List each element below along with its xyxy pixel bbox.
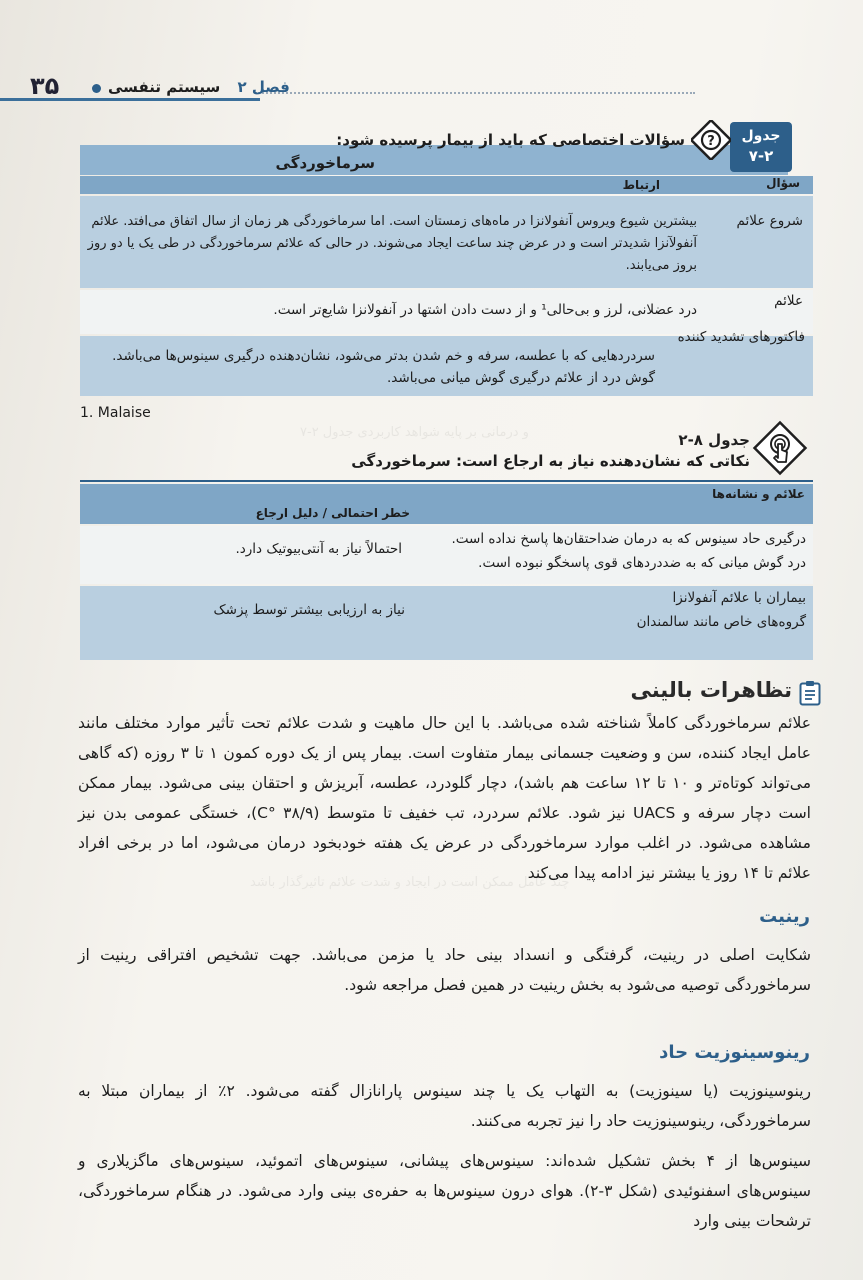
table1-row-3-answer: سردردهایی که با عطسه، سرفه و خم شدن بدتر می‌شود، نشان‌دهنده درگیری سینوس‌ها می‌باشد. گوش درد از علائم درگیری گوش میانی می‌باشد.: [112, 348, 655, 386]
table2-row-2-sign-2: گروه‌های خاص مانند سالمندان: [636, 614, 806, 630]
touch-icon: [752, 420, 808, 476]
rhinitis-text: شکایت اصلی در رینیت، گرفتگی و انسداد بینی حاد یا مزمن می‌باشد. جهت تشخیص افتراقی رینیت از سرماخوردگی توصیه می‌شود به بخش رینیت در همین فصل مراجعه شود.: [78, 946, 811, 994]
running-head: [108, 78, 290, 96]
table2-row-2-risk: نیاز به ارزیابی بیشتر توسط پزشک: [213, 602, 405, 618]
table1-header-band: [80, 176, 813, 194]
table2-col-risk: خطر احتمالی / دلیل ارجاع: [255, 506, 410, 520]
sinusitis-text-2: سینوس‌ها از ۴ بخش تشکیل شده‌اند: سینوس‌های پیشانی، سینوس‌های اتموئید، سینوس‌های ماگزیلاری و سینوس‌های اسفنوئیدی (شکل ۳-۲). هوای درون سینوس‌ها به حفره‌ی بینی وارد می‌شود. در هنگام سرماخوردگی، ترشحات بینی وارد: [78, 1152, 812, 1230]
table1-tag-word: جدول: [741, 128, 781, 144]
table2-col-signs: علائم و نشانه‌ها: [712, 487, 805, 501]
table1-row-2-answer: درد عضلانی، لرز و بی‌حالی¹ و از دست دادن اشتها در آنفولانزا شایع‌تر است.: [273, 302, 697, 318]
table1-row-2-question: علائم: [774, 293, 803, 309]
table1-col-relation: ارتباط: [622, 178, 660, 192]
table1-title-part2: سرماخوردگی: [275, 154, 375, 172]
clinical-title: تظاهرات بالینی: [630, 678, 792, 702]
table1-row-3-question: فاکتورهای تشدید کننده: [677, 329, 805, 345]
sinusitis-text-1: رینوسینوزیت (یا سینوزیت) به التهاب یک یا چند سینوس پارانازال گفته می‌شود. ۲٪ از بیماران مبتلا به سرماخوردگی، رینوسینوزیت حاد را نیز تجربه می‌کنند.: [78, 1082, 811, 1130]
table1-tag: [730, 122, 792, 172]
svg-text:?: ?: [707, 134, 715, 149]
header-dotted-rule: [255, 92, 695, 94]
table1-tag-number: ۷-۲: [748, 147, 774, 165]
table1-row-1-question: شروع علائم: [736, 213, 803, 229]
show-through: چند عامل ممکن است در ایجاد و شدت علائم تاثیرگذار باشد: [250, 875, 570, 890]
header-dot: [92, 84, 101, 93]
table2-title: [300, 430, 750, 472]
table2-title-line2: [300, 451, 750, 472]
table1-col-question: سؤال: [766, 176, 800, 190]
table1-title-part1: سؤالات اختصاصی که باید از بیمار پرسیده شود:: [336, 131, 685, 149]
rhinitis-title: رینیت: [759, 906, 810, 927]
table2-title-line1: جدول ۸-۲: [678, 431, 750, 449]
question-icon: [691, 120, 731, 160]
table2-row-2-sign-1: بیماران با علائم آنفولانزا: [672, 590, 806, 606]
chapter-label: فصل ۲: [237, 78, 290, 96]
table1-row-1-answer: بیشترین شیوع ویروس آنفولانزا در ماه‌های زمستان است. اما سرماخوردگی هر زمان از سال اتفاق می‌افتد. علائم آنفولآنزا شدیدتر است و در عرض چند ساعت ایجاد می‌شوند. در حالی که علائم سرماخوردگی در طی یک یا دو روز بروز می‌یابند.: [87, 214, 697, 273]
clinical-text: علائم سرماخوردگی کاملاً شناخته شده می‌باشد. با این حال ماهیت و شدت علائم تحت تأثیر موارد مختلف مانند عامل ایجاد کننده، سن و وضعیت جسمانی بیمار متفاوت است. بیمار پس از یک دوره کمون ۱ تا ۳ روزه (که گاهی می‌تواند کوتاه‌تر و ۱۰ تا ۱۲ ساعت هم باشد)، دچار گلودرد، عطسه، آبریزش و احتقان بینی می‌شود. بیمار ممکن است دچار سرفه و UACS نیز شود. علائم سردرد، تب خفیف تا متوسط (۳۸/۹ °C)، خستگی عمومی بدن نیز مشاهده می‌شود. در اغلب موارد سرماخوردگی در عرض یک هفته خودبخود درمان می‌شود، اما در برخی افراد علائم تا ۱۴ روز یا بیشتر نیز ادامه پیدا می‌کند: [78, 714, 812, 882]
table2-title-rule: [80, 480, 813, 482]
clipboard-icon: [799, 680, 821, 706]
page-header: [0, 68, 863, 108]
show-through: و درمانی بر پایه شواهد کاربردی جدول ۲-۷: [300, 425, 529, 440]
table2-row-1-risk: احتمالاً نیاز به آنتی‌بیوتیک دارد.: [235, 541, 402, 557]
table1-footnote: 1. Malaise: [80, 405, 151, 421]
table2-row-1-sign-1: درگیری حاد سینوس که به درمان ضداحتقان‌ها پاسخ نداده است.: [451, 531, 806, 547]
table2-title-part1: نکاتی که نشان‌دهنده نیاز به ارجاع است:: [455, 452, 750, 470]
chapter-title: سیستم تنفسی: [108, 78, 221, 96]
sinusitis-title: رینوسینوزیت حاد: [659, 1042, 810, 1063]
table2-title-part2: سرماخوردگی: [351, 452, 451, 470]
page-number: ۳۵: [30, 72, 60, 100]
table1-title: [200, 130, 685, 173]
table2-row-1-sign-2: درد گوش میانی که به ضددردهای قوی پاسخگو نبوده است.: [478, 555, 806, 571]
